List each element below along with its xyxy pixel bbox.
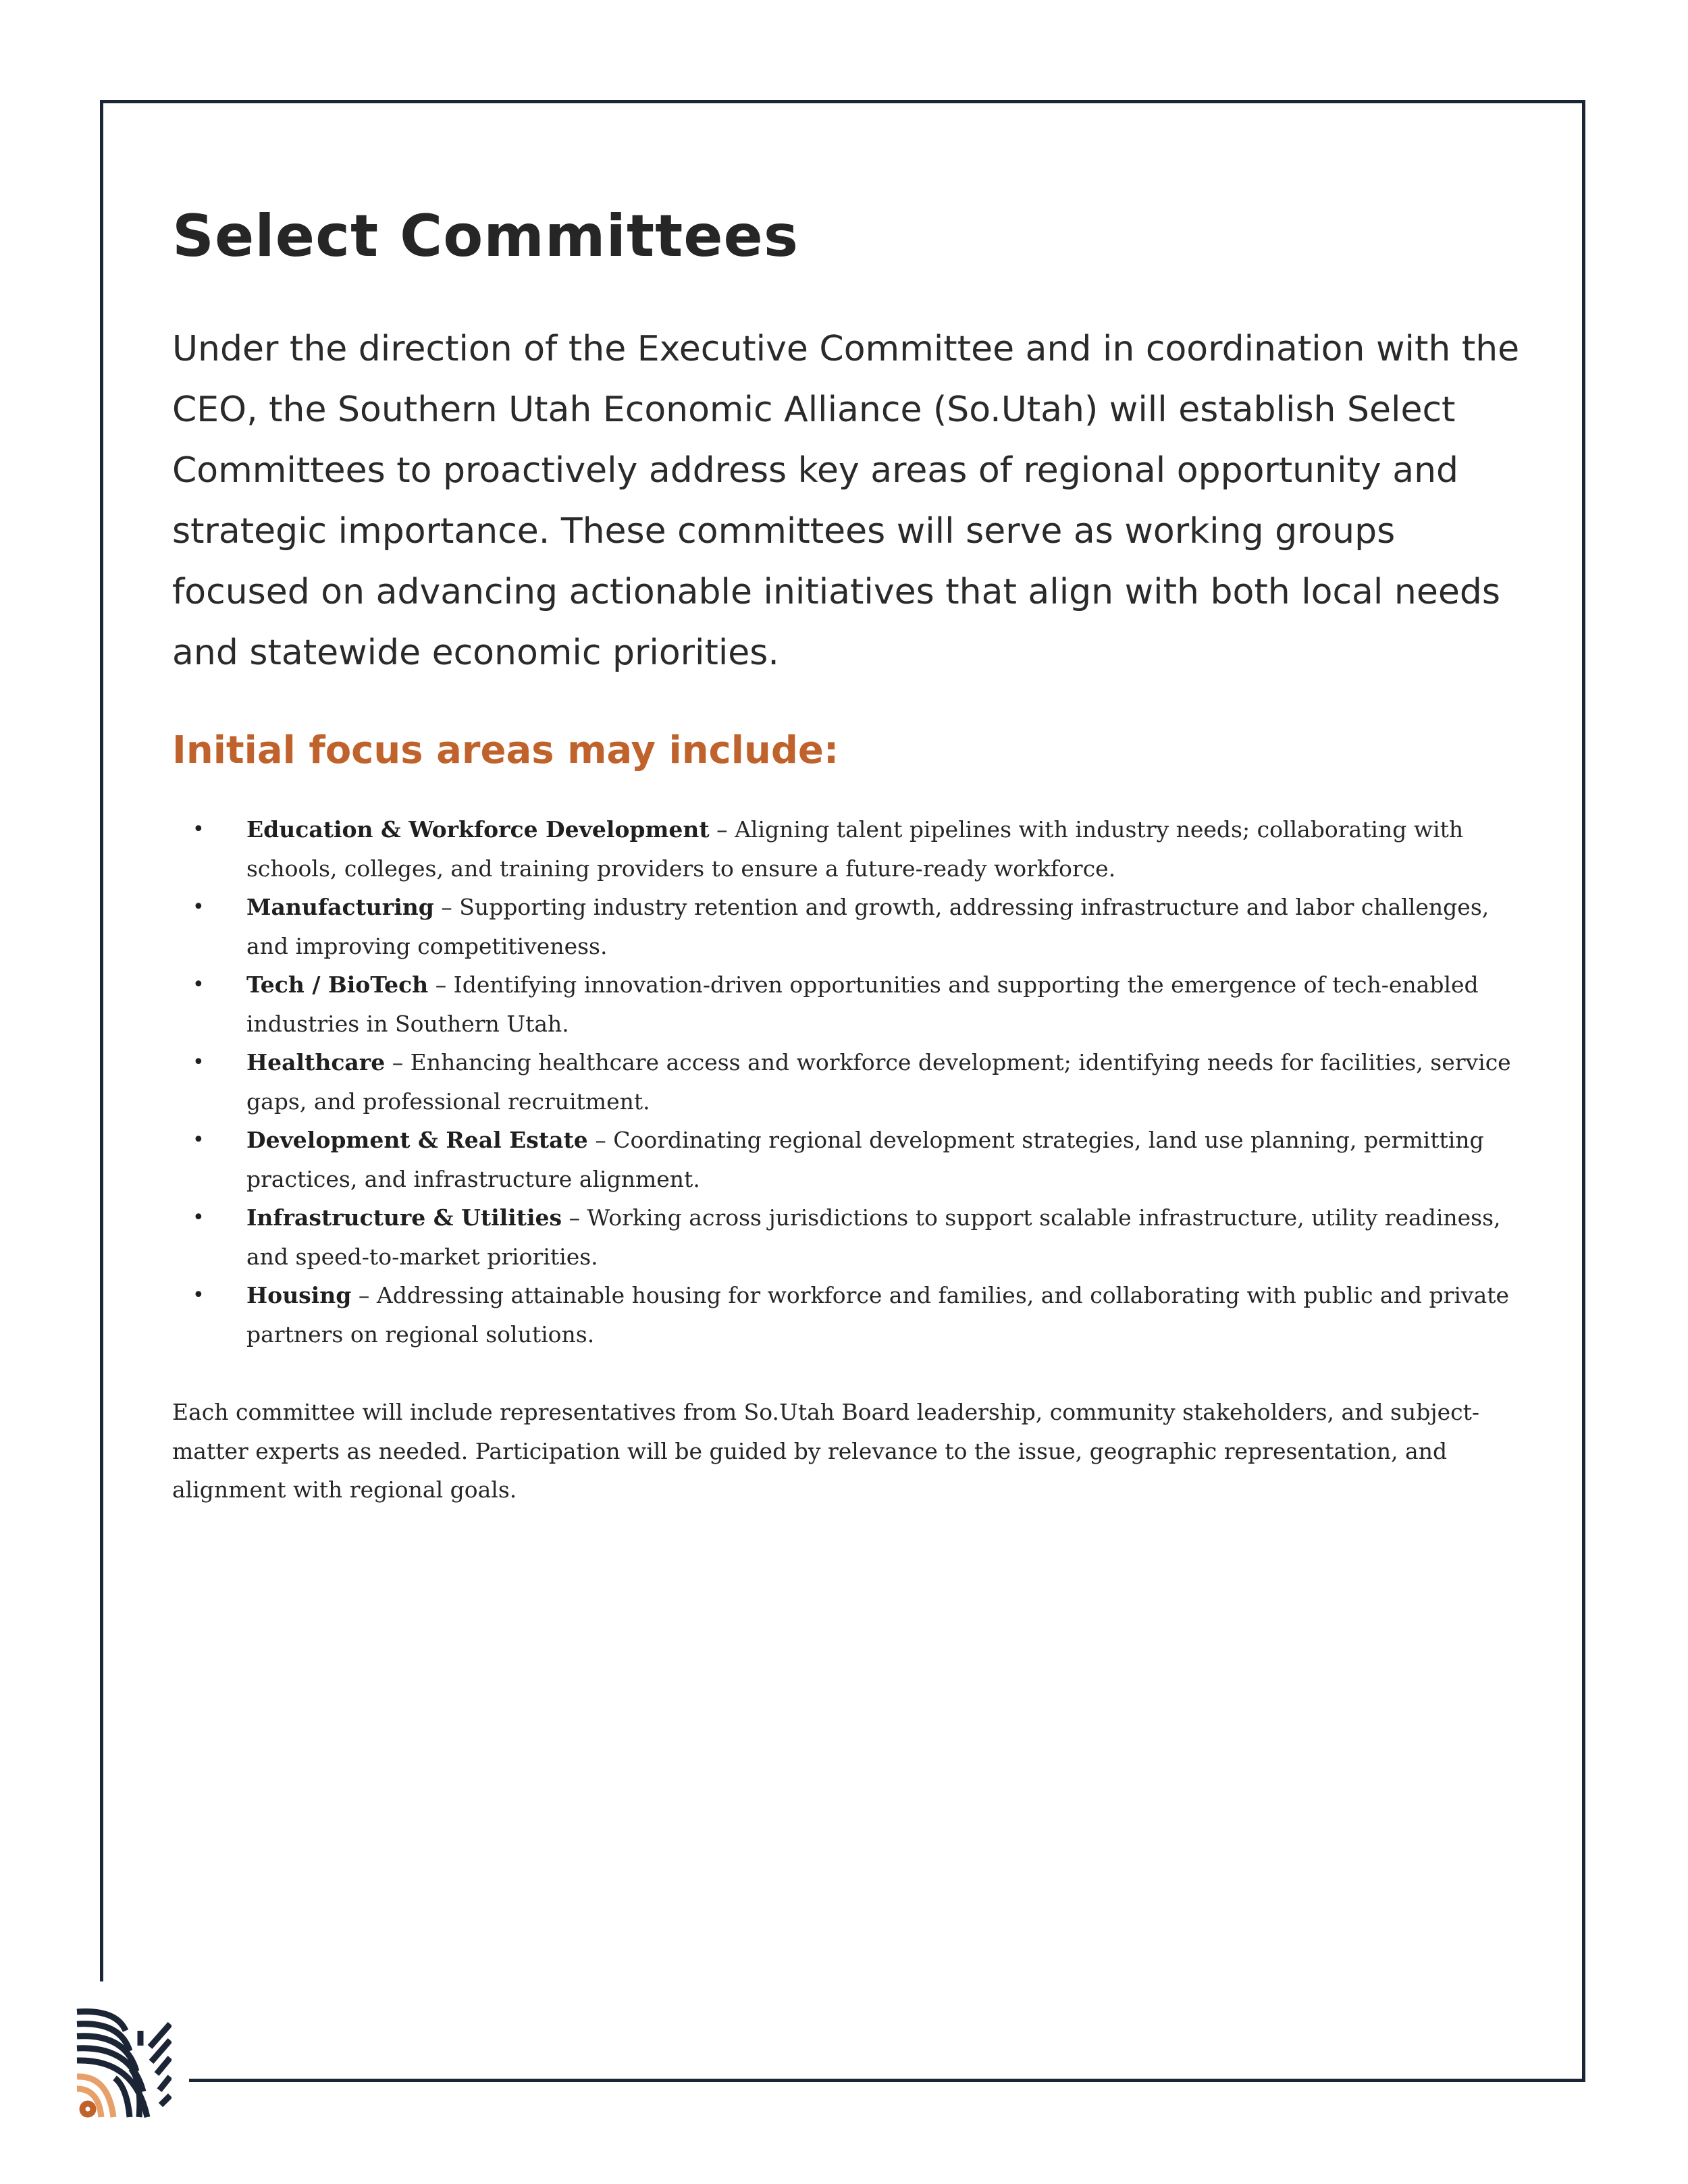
focus-area-title: Tech / BioTech	[246, 971, 429, 998]
focus-areas-list	[172, 810, 1529, 1354]
focus-areas-heading: Initial focus areas may include:	[172, 728, 839, 772]
focus-area-title: Manufacturing	[246, 894, 434, 920]
focus-area-healthcare	[172, 1043, 1529, 1121]
focus-area-housing	[172, 1276, 1529, 1354]
bullet-icon: •	[192, 1206, 205, 1229]
focus-area-tech-biotech	[172, 965, 1529, 1043]
focus-area-title: Healthcare	[246, 1049, 386, 1075]
page-content	[172, 196, 1529, 1510]
intro-paragraph: Under the direction of the Executive Committee and in coordination with the CEO, the Southern Utah Economic Alliance (So.Utah) will establish Select Committees to proactively address key areas of regional opportunity and strategic importance. These committees will serve as working groups focused on advancing actionable initiatives that align with both local needs and statewide economic priorities.	[172, 329, 1520, 673]
focus-area-title: Education & Workforce Development	[246, 816, 710, 843]
focus-area-description: – Supporting industry retention and growth, addressing infrastructure and labor challenges, and improving competitiveness.	[246, 894, 1489, 959]
focus-area-title: Infrastructure & Utilities	[246, 1204, 562, 1231]
focus-area-description: – Aligning talent pipelines with industry needs; collaborating with schools, colleges, and training providers to ensure a future-ready workforce.	[246, 816, 1464, 882]
focus-area-manufacturing	[172, 888, 1529, 965]
focus-area-description: – Addressing attainable housing for workforce and families, and collaborating with public and private partners on regional solutions.	[246, 1282, 1510, 1348]
focus-area-education	[172, 810, 1529, 888]
focus-area-description: – Identifying innovation-driven opportunities and supporting the emergence of tech-enabled industries in Southern Utah.	[246, 971, 1479, 1037]
focus-area-title: Housing	[246, 1282, 352, 1308]
closing-paragraph: Each committee will include representatives from So.Utah Board leadership, community stakeholders, and subject-matter experts as needed. Participation will be guided by relevance to the issue, geographic representation, and alignment with regional goals.	[172, 1399, 1480, 1503]
focus-area-description: – Coordinating regional development strategies, land use planning, permitting practices, and infrastructure alignment.	[246, 1127, 1484, 1192]
focus-area-description: – Enhancing healthcare access and workforce development; identifying needs for facilities, service gaps, and professional recruitment.	[246, 1049, 1511, 1115]
focus-area-development-real-estate	[172, 1121, 1529, 1198]
focus-area-infrastructure-utilities	[172, 1198, 1529, 1276]
logo-arcs-orange	[77, 2077, 113, 2117]
bullet-icon: •	[192, 973, 205, 996]
bullet-icon: •	[192, 818, 205, 841]
focus-area-description: – Working across jurisdictions to support scalable infrastructure, utility readiness, and speed-to-market priorities.	[246, 1204, 1501, 1270]
focus-area-title: Development & Real Estate	[246, 1127, 588, 1153]
so-utah-logo-icon	[76, 2004, 172, 2123]
bullet-icon: •	[192, 1283, 205, 1307]
bullet-icon: •	[192, 1128, 205, 1152]
bullet-icon: •	[192, 895, 205, 919]
bullet-icon: •	[192, 1050, 205, 1074]
page-title: Select Committees	[172, 203, 799, 270]
